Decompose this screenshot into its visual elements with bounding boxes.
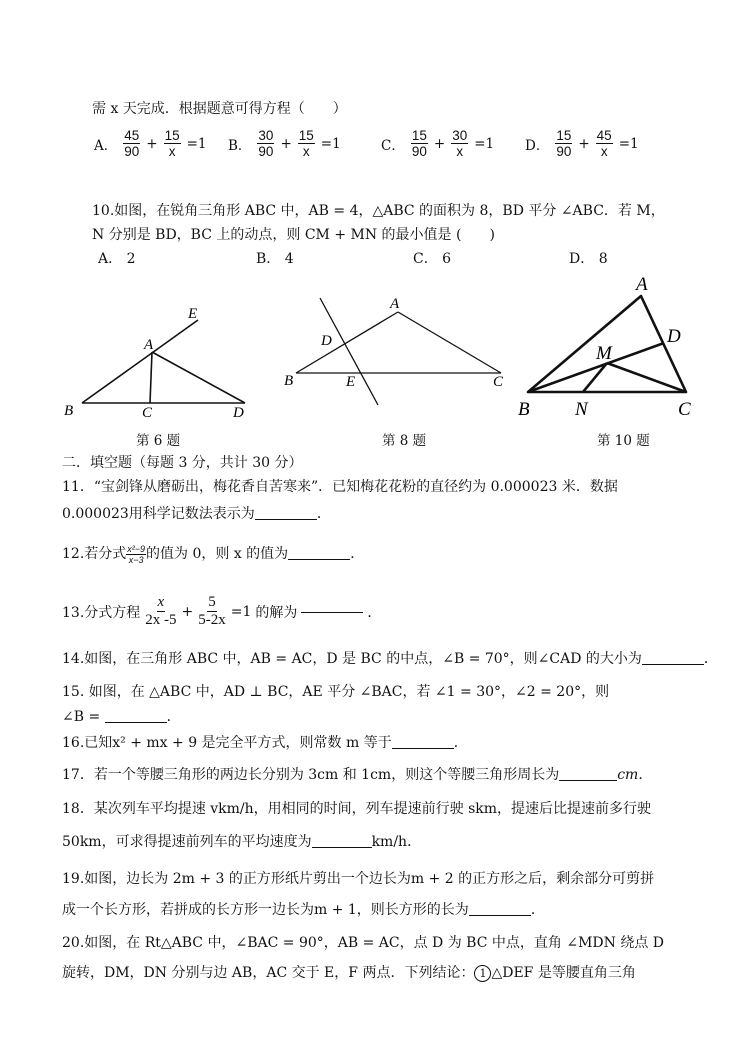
fig8-label-c: C xyxy=(493,374,504,390)
q12-post: 的值为 0，则 x 的值为 xyxy=(146,546,289,562)
denominator: 90 xyxy=(411,144,427,159)
fig6-label-c: C xyxy=(142,405,153,421)
answer-blank xyxy=(301,611,363,613)
option-letter: C． xyxy=(413,251,438,267)
q12-end: ． xyxy=(350,546,365,562)
q15-text: ∠B = xyxy=(62,709,105,725)
option-value: 8 xyxy=(598,251,608,267)
numerator: x xyxy=(157,594,165,610)
numerator: 30 xyxy=(452,128,468,143)
option-value: 4 xyxy=(284,251,294,267)
q14-text: 14.如图，在三角形 ABC 中，AB = AC，D 是 BC 的中点，∠B = 70°，则∠CAD 的大小为 xyxy=(62,651,642,667)
q18-text: 50km，可求得提速前列车的平均速度为 xyxy=(62,834,312,850)
q10-option-d xyxy=(569,248,608,268)
q12 xyxy=(62,543,364,565)
q18-end: km/h． xyxy=(371,834,422,850)
option-letter: A． xyxy=(94,137,118,154)
fig10-caption: 第 10 题 xyxy=(597,433,650,449)
q17-end: cm. xyxy=(617,767,643,783)
q9-option-c xyxy=(381,128,494,159)
q19-end: ． xyxy=(530,902,545,918)
fig8-line-ac xyxy=(398,312,501,373)
fig6-line-ac xyxy=(150,352,152,403)
numerator: x²−9 xyxy=(127,543,146,554)
q9-stem-tail: 需 x 天完成．根据题意可得方程（ ） xyxy=(92,101,347,117)
q15-line1: 15. 如图，在 △ABC 中，AD ⊥ BC，AE 平分 ∠BAC，若 ∠1 = 30°，∠2 = 20°，则 xyxy=(62,684,610,700)
q19-text: 成一个长方形，若拼成的长方形一边长为m + 1，则长方形的长为 xyxy=(62,902,469,918)
fig6-line-ad xyxy=(152,352,245,403)
rhs: =1 xyxy=(230,603,252,620)
numerator: 15 xyxy=(411,128,427,143)
operator: + xyxy=(433,135,446,152)
fraction xyxy=(298,128,315,159)
numerator: 45 xyxy=(596,128,612,143)
q20-line2 xyxy=(62,962,636,982)
numerator: 5 xyxy=(208,594,216,610)
fig8-label-d: D xyxy=(321,333,332,349)
option-letter: C． xyxy=(381,137,405,154)
option-letter: B． xyxy=(256,251,281,267)
fig6-label-a: A xyxy=(144,337,154,353)
fraction xyxy=(123,128,140,159)
rhs: =1 xyxy=(618,135,639,152)
q10-option-b xyxy=(256,248,294,268)
q20-conclusion: △DEF 是等腰直角三角 xyxy=(491,965,636,981)
rhs: =1 xyxy=(320,135,341,152)
answer-blank xyxy=(469,914,531,916)
numerator: 15 xyxy=(164,128,180,143)
figure-8 xyxy=(296,298,501,405)
figure-6 xyxy=(82,320,245,403)
fraction xyxy=(596,128,613,159)
fig6-label-e: E xyxy=(188,306,198,322)
fig10-label-a: A xyxy=(636,274,648,295)
answer-blank xyxy=(255,518,317,520)
fig10-label-m: M xyxy=(596,343,612,364)
option-letter: D． xyxy=(569,251,595,267)
q17-text: 17．若一个等腰三角形的两边长分别为 3cm 和 1cm，则这个等腰三角形周长为 xyxy=(62,767,560,783)
q9-option-d xyxy=(525,128,639,159)
figures-area xyxy=(0,272,752,432)
q10-option-a xyxy=(98,248,136,268)
answer-blank xyxy=(392,747,454,749)
denominator: x xyxy=(302,144,310,159)
answer-blank xyxy=(312,846,372,848)
option-letter: D． xyxy=(525,137,550,154)
q10-option-c xyxy=(413,248,451,268)
denominator: x xyxy=(456,144,464,159)
fig10-label-d: D xyxy=(667,326,681,347)
denominator: x xyxy=(600,144,608,159)
q18-line2 xyxy=(62,831,421,851)
q16-text: 16.已知x² + mx + 9 是完全平方式，则常数 m 等于 xyxy=(62,735,392,751)
fig8-line-ba xyxy=(296,312,398,373)
operator: + xyxy=(578,135,590,152)
denominator: 90 xyxy=(556,144,572,159)
fraction xyxy=(164,128,181,159)
q20-line1: 20.如图，在 Rt△ABC 中，∠BAC = 90°，AB = AC，点 D 为 BC 中点，直角 ∠MDN 绕点 D xyxy=(62,935,665,951)
fraction xyxy=(451,128,468,159)
operator: + xyxy=(146,135,158,152)
q13-end: ． xyxy=(367,604,382,621)
fraction xyxy=(411,128,428,159)
denominator: x−3 xyxy=(128,554,144,565)
q19-line1: 19.如图，边长为 2m + 3 的正方形纸片剪出一个边长为m + 2 的正方形之后，剩余部分可剪拼 xyxy=(62,871,655,887)
q10-line2: N 分别是 BD，BC 上的动点，则 CM + MN 的最小值是 ( ) xyxy=(92,227,495,243)
operator: + xyxy=(181,603,194,620)
q15-end: ． xyxy=(166,709,181,725)
q17 xyxy=(62,764,643,784)
q16 xyxy=(62,732,468,752)
fig8-caption: 第 8 题 xyxy=(382,433,427,449)
rhs: =1 xyxy=(186,135,207,152)
q19-line2 xyxy=(62,899,545,919)
q10-line1: 10.如图，在锐角三角形 ABC 中，AB = 4，△ABC 的面积为 8，BD 平分 ∠ABC．若 M， xyxy=(92,203,665,219)
fig6-label-d: D xyxy=(233,405,244,421)
numerator: 45 xyxy=(124,128,140,143)
q14 xyxy=(62,648,718,668)
fig6-line-be xyxy=(82,320,198,403)
fig8-label-e: E xyxy=(346,374,356,390)
denominator: x xyxy=(168,144,176,159)
option-letter: B． xyxy=(228,137,252,154)
rhs: =1 xyxy=(474,135,495,152)
fraction xyxy=(144,594,177,629)
denominator: 5-2x xyxy=(198,612,226,628)
answer-blank xyxy=(559,779,617,781)
fig10-label-c: C xyxy=(678,399,691,420)
fraction xyxy=(197,594,227,629)
fig10-label-b: B xyxy=(518,399,530,420)
q15-line2 xyxy=(62,706,181,726)
operator: + xyxy=(280,135,292,152)
fraction xyxy=(126,544,146,565)
q20-text: 旋转，DM，DN 分别与边 AB，AC 交于 E，F 两点．下列结论： xyxy=(62,965,475,981)
fig8-label-a: A xyxy=(390,296,400,312)
section2-title: 二．填空题（每题 3 分，共计 30 分） xyxy=(62,455,303,471)
q12-pre: 12.若分式 xyxy=(62,546,127,562)
answer-blank xyxy=(105,721,167,723)
fig10-label-n: N xyxy=(575,399,588,420)
q11-line1: 11．“宝剑锋从磨砺出，梅花香自苦寒来”．已知梅花花粉的直径约为 0.000023 米．数据 xyxy=(62,479,618,495)
answer-blank xyxy=(642,663,704,665)
numerator: 30 xyxy=(258,128,274,143)
q11-end: ． xyxy=(316,506,331,522)
option-value: 2 xyxy=(126,251,136,267)
fig6-caption: 第 6 题 xyxy=(136,433,181,449)
q16-end: ． xyxy=(453,735,468,751)
denominator: 90 xyxy=(124,144,140,159)
fraction xyxy=(257,128,274,159)
denominator: 2x -5 xyxy=(145,612,177,628)
fraction xyxy=(555,128,572,159)
q13-pre: 13.分式方程 xyxy=(62,604,141,621)
option-value: 6 xyxy=(442,251,452,267)
circled-number-1: 1 xyxy=(474,965,491,982)
q11-text: 0.000023用科学记数法表示为 xyxy=(62,506,255,522)
denominator: 90 xyxy=(258,144,274,159)
q11-line2 xyxy=(62,503,331,523)
fig6-label-b: B xyxy=(64,403,74,419)
q9-option-b xyxy=(228,128,341,159)
q13-post: 的解为 xyxy=(255,604,298,621)
fig8-label-b: B xyxy=(284,373,294,389)
numerator: 15 xyxy=(298,128,314,143)
answer-blank xyxy=(288,558,350,560)
numerator: 15 xyxy=(556,128,572,143)
q13 xyxy=(62,594,381,629)
q18-line1: 18．某次列车平均提速 vkm/h，用相同的时间，列车提速前行驶 skm，提速后比提速前多行驶 xyxy=(62,801,652,817)
option-letter: A． xyxy=(98,251,123,267)
q9-option-a xyxy=(94,128,207,159)
q14-end: ． xyxy=(703,651,718,667)
